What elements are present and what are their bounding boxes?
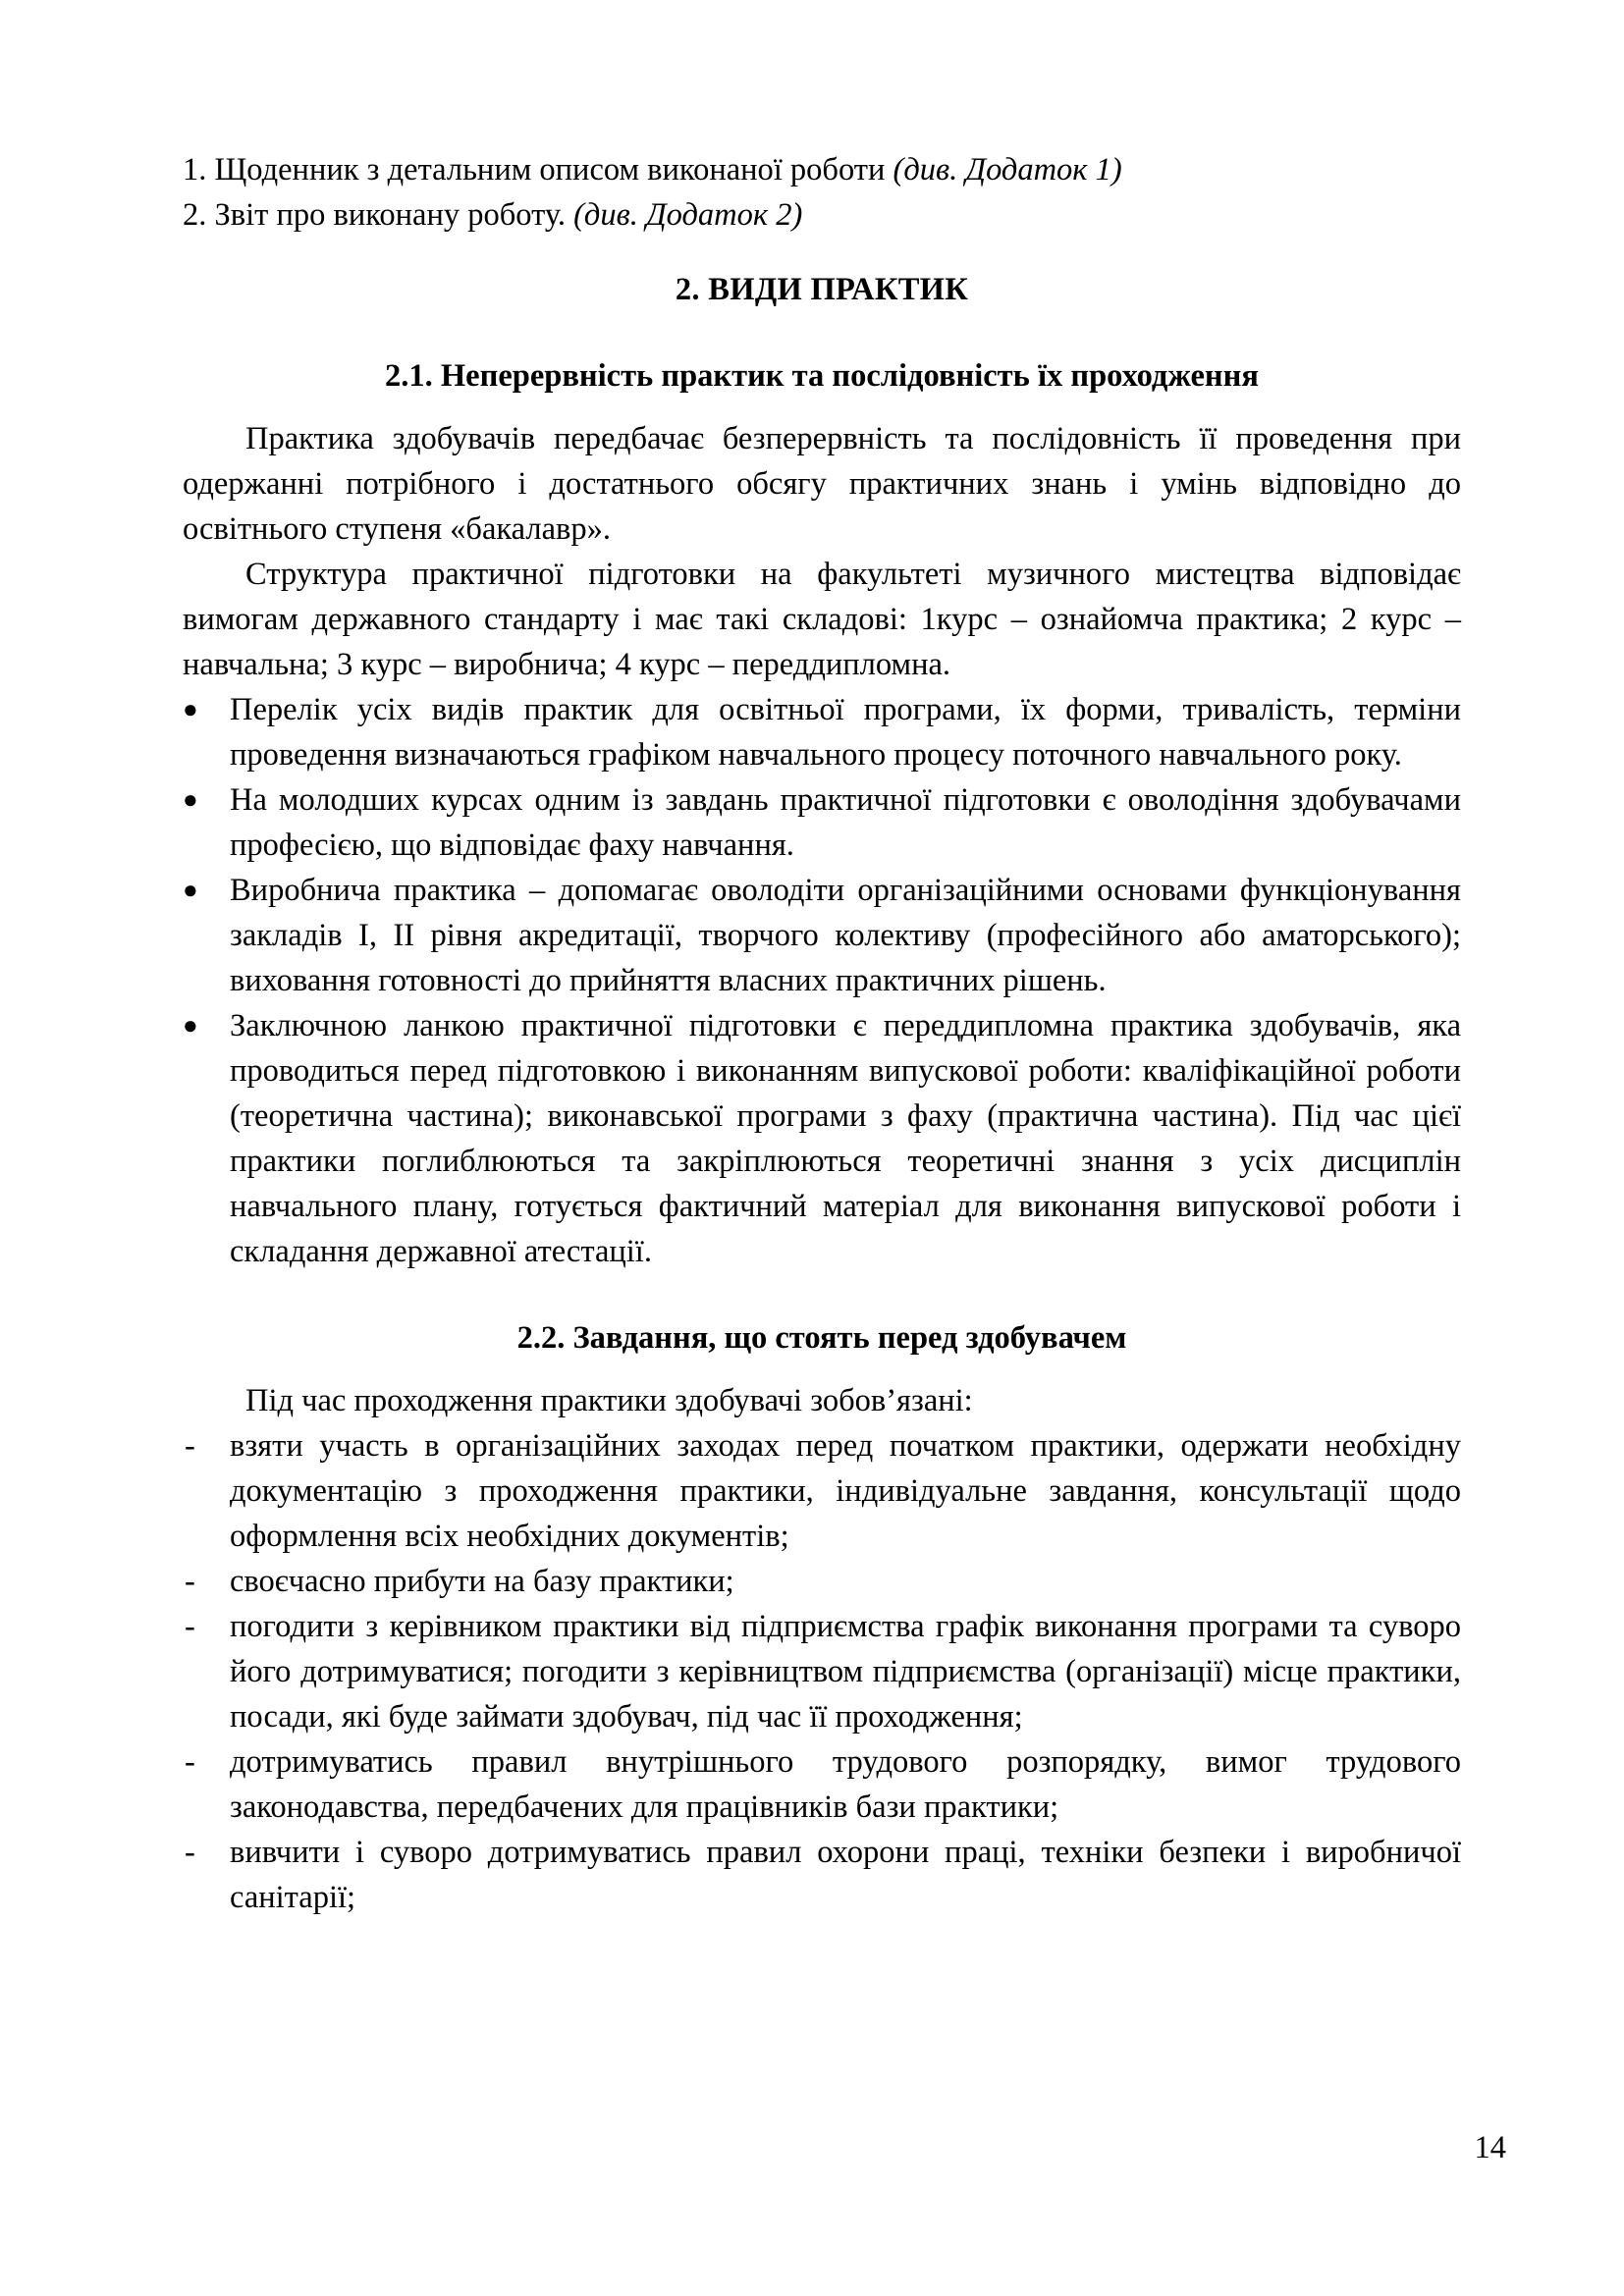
intro-item-1-reference: (див. Додаток 1) — [893, 152, 1122, 187]
dash-marker-icon: - — [185, 1744, 195, 1780]
list-item-text: Перелік усіх видів практик для освітньої програми, їх форми, тривалість, терміни проведення визначаються графіком навчального процесу поточного навчального року. — [230, 692, 1461, 773]
spacer — [183, 312, 1461, 353]
list-item — [183, 1830, 1461, 1920]
page-content — [183, 147, 1461, 1920]
intro-item-2-reference: (див. Додаток 2) — [573, 197, 803, 233]
list-item-text: погодити з керівником практики від підприємства графік виконання програми та суворо його дотримуватися; погодити з керівництвом підприємства (організації) місце практики, посади, які буде займати здобувач, під час її проходження; — [230, 1609, 1461, 1735]
dash-marker-icon: - — [185, 1609, 195, 1644]
section-2-1-paragraph-1: Практика здобувачів передбачає безперервність та послідовність її проведення при одержанні потрібного і достатнього обсягу практичних знань і умінь відповідно до освітнього ступеня «бакалавр». — [183, 421, 1461, 547]
dash-marker-icon: - — [185, 1564, 195, 1599]
spacer — [183, 1361, 1461, 1378]
student-duties-list — [183, 1423, 1461, 1920]
list-item-text: взяти участь в організаційних заходах перед початком практики, одержати необхідну документацію з проходження практики, індивідуальне завдання, консультації щодо оформлення всіх необхідних документів; — [230, 1428, 1461, 1554]
list-item — [183, 1604, 1461, 1739]
page-number: 14 — [1474, 2130, 1506, 2165]
section-2-2-title: 2.2. Завдання, що стоять перед здобувачем — [516, 1320, 1127, 1356]
intro-item-2 — [183, 192, 1461, 238]
list-item-text: дотримуватись правил внутрішнього трудового розпорядку, вимог трудового законодавства, передбачених для працівників бази практики; — [230, 1744, 1461, 1825]
section-2-2-lead-paragraph: Під час проходження практики здобувачі зобов’язані: — [245, 1383, 973, 1418]
list-item-text: вивчити і суворо дотримуватись правил охорони праці, техніки безпеки і виробничої санітарії; — [230, 1835, 1461, 1915]
list-item — [183, 687, 1461, 777]
dash-marker-icon: - — [185, 1835, 195, 1870]
list-item — [183, 1559, 1461, 1604]
list-item — [183, 1423, 1461, 1559]
section-2-1-title: 2.1. Неперервність практик та послідовність їх проходження — [385, 358, 1259, 394]
spacer — [183, 238, 1461, 267]
bullet-marker-icon: ● — [183, 1011, 198, 1040]
spacer — [183, 399, 1461, 416]
list-item-text: своєчасно прибути на базу практики; — [230, 1564, 734, 1599]
list-item — [183, 1739, 1461, 1830]
intro-item-2-text: 2. Звіт про виконану роботу. — [183, 197, 574, 233]
bullet-marker-icon: ● — [183, 695, 198, 723]
spacer — [183, 1274, 1461, 1315]
list-item — [183, 868, 1461, 1003]
section-2-1-paragraph-2: Структура практичної підготовки на факультеті музичного мистецтва відповідає вимогам державного стандарту і має такі складові: 1курс – ознайомча практика; 2 курс – навчальна; 3 курс – виробнича; 4 курс – переддипломна. — [183, 557, 1461, 682]
practice-types-bullet-list — [183, 687, 1461, 1274]
list-item — [183, 777, 1461, 868]
list-item-text: Виробнича практика – допомагає оволодіти організаційними основами функціонування закладів I, II рівня акредитації, творчого колективу (професійного або аматорського); виховання готовності до прийняття власних практичних рішень. — [230, 873, 1461, 998]
intro-item-1-text: 1. Щоденник з детальним описом виконаної роботи — [183, 152, 893, 187]
dash-marker-icon: - — [185, 1428, 195, 1464]
list-item-text: На молодших курсах одним із завдань практичної підготовки є оволодіння здобувачами професією, що відповідає фаху навчання. — [230, 782, 1461, 863]
bullet-marker-icon: ● — [183, 876, 198, 904]
bullet-marker-icon: ● — [183, 785, 198, 814]
section-2-title: 2. ВИДИ ПРАКТИК — [675, 272, 969, 307]
list-item-text: Заключною ланкою практичної підготовки є переддипломна практика здобувачів, яка проводиться перед підготовкою і виконанням випускової роботи: кваліфікаційної роботи (теоретична частина); виконавської програми з фаху (практична частина). Під час цієї практики поглиблюються та закріплюються теоретичні знання з усіх дисциплін навчального плану, готується фактичний матеріал для виконання випускової роботи і складання державної атестації. — [230, 1008, 1461, 1269]
list-item — [183, 1003, 1461, 1274]
intro-item-1 — [183, 147, 1461, 192]
